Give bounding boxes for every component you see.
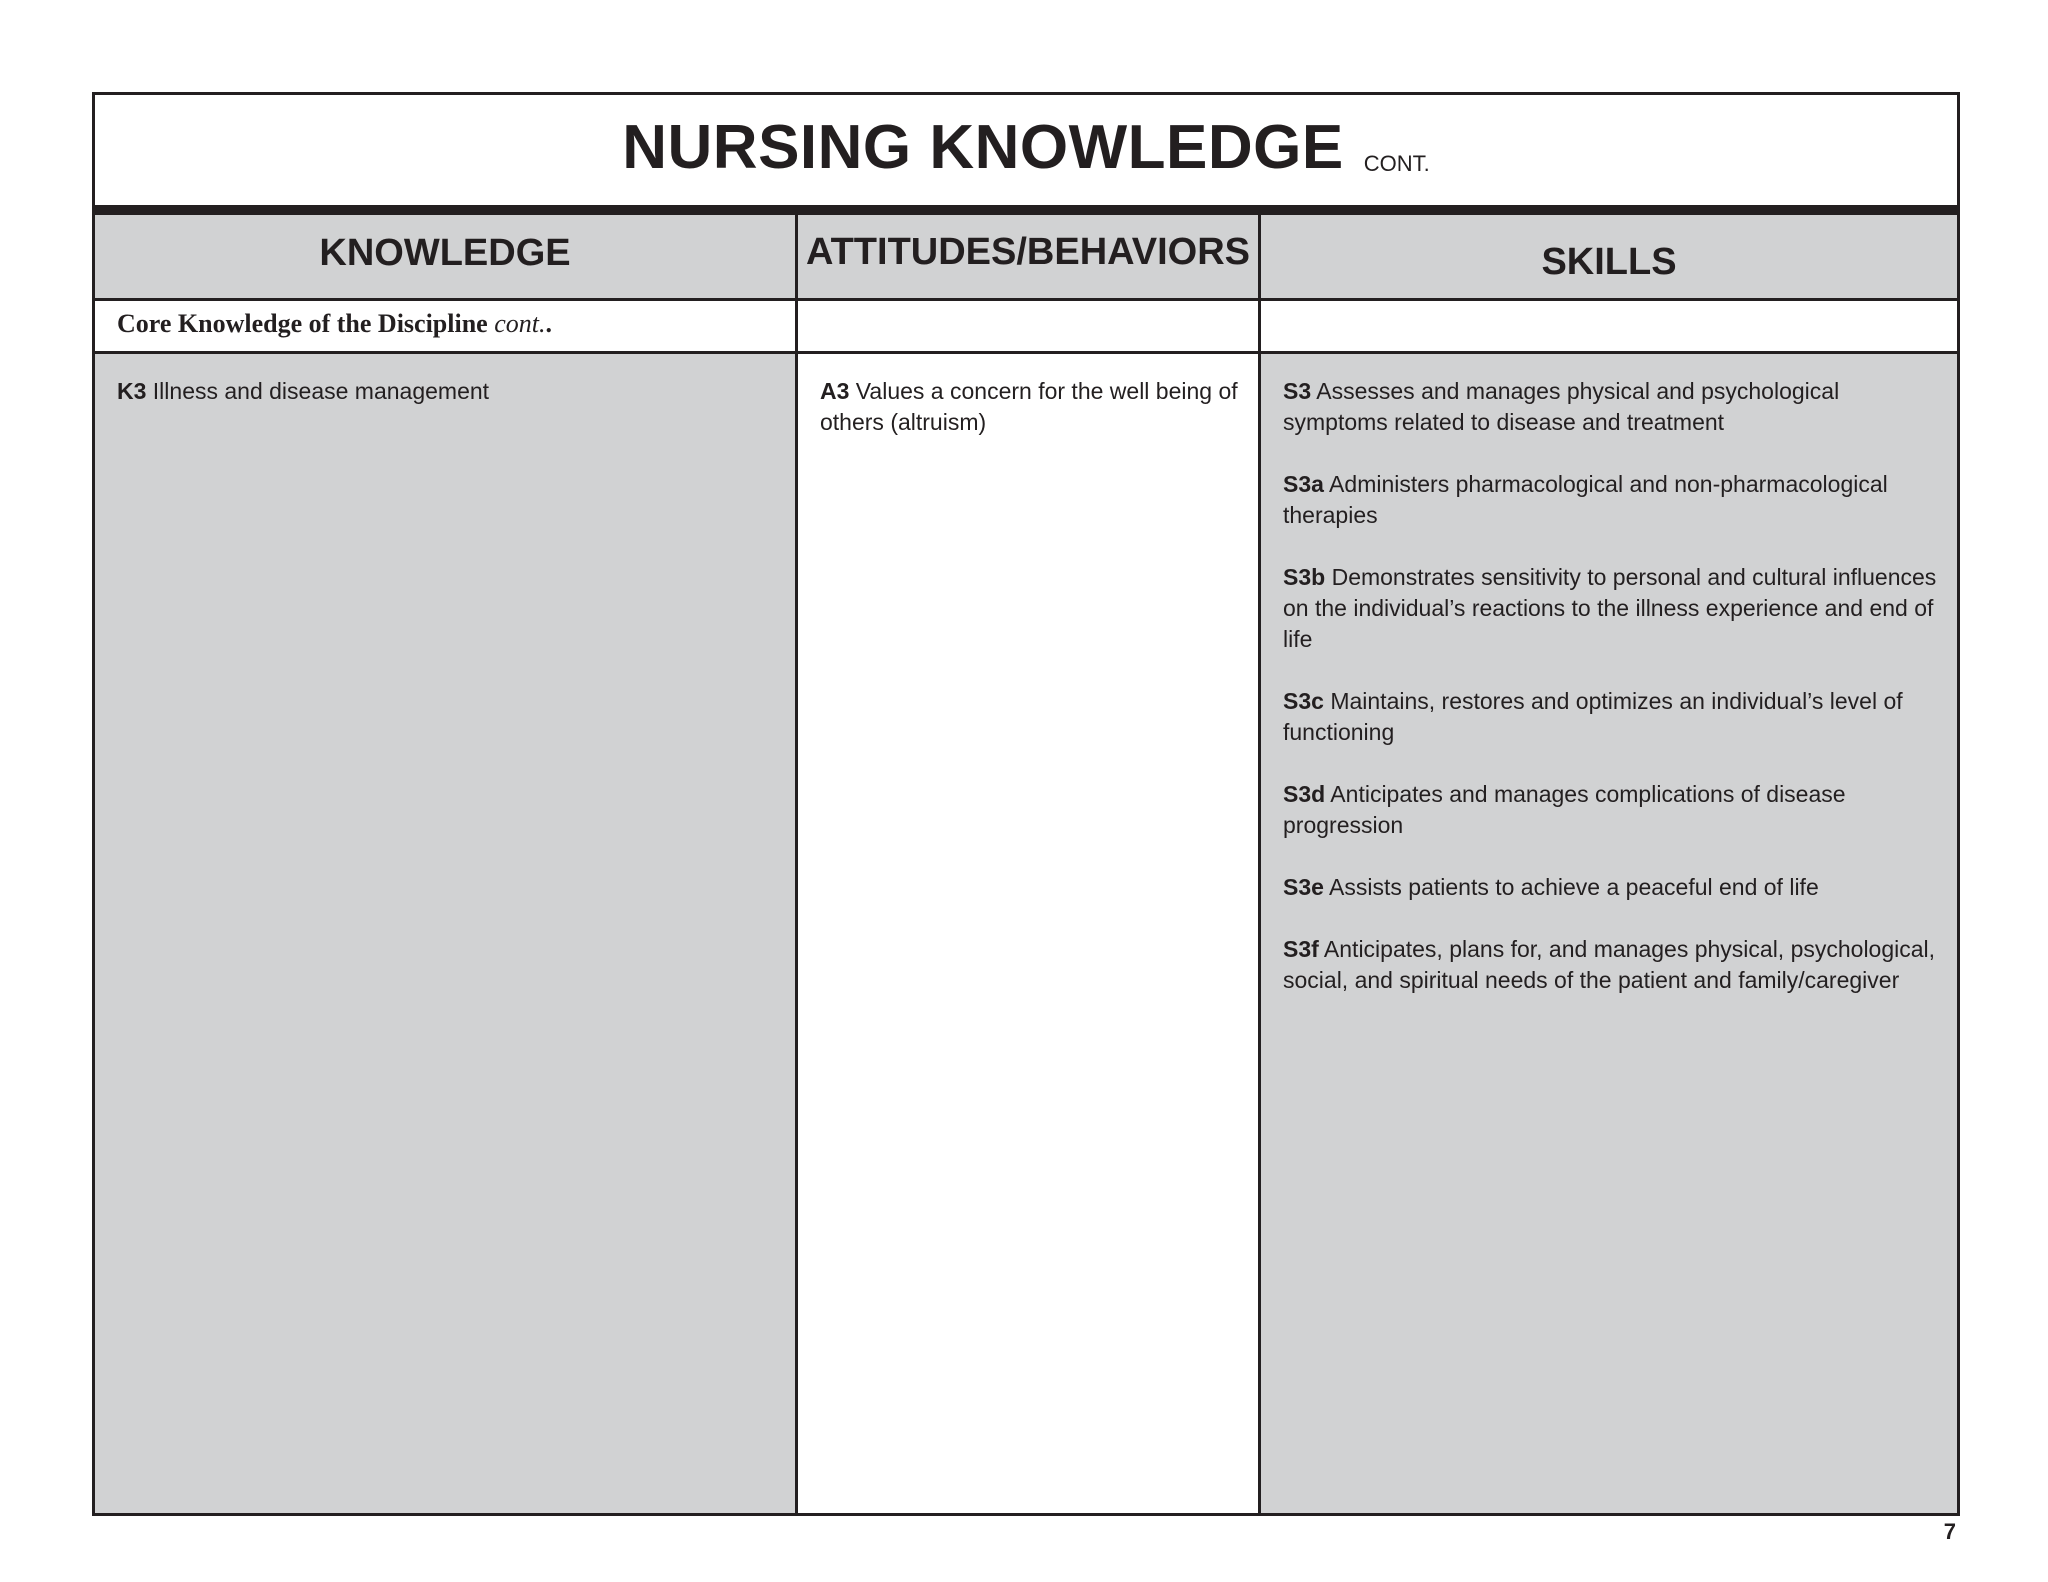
- item-code: S3d: [1283, 781, 1326, 807]
- skills-item: [1283, 872, 1937, 903]
- attitudes-section-row: [798, 301, 1258, 354]
- attitudes-body: [798, 354, 1258, 1513]
- item-text: Anticipates, plans for, and manages physical, psychological, social, and spiritual needs of the patient and family/caregiver: [1283, 936, 1936, 993]
- item-code: S3f: [1283, 936, 1319, 962]
- item-text: Values a concern for the well being of others (altruism): [820, 378, 1238, 435]
- item-code: S3b: [1283, 564, 1326, 590]
- page-title: NURSING KNOWLEDGE: [622, 113, 1344, 182]
- knowledge-header: [95, 211, 795, 301]
- page-title-row: [95, 95, 1957, 211]
- item-code: S3a: [1283, 471, 1324, 497]
- attitudes-column: [798, 211, 1261, 1513]
- skills-item: [1283, 376, 1937, 438]
- skills-item: [1283, 562, 1937, 655]
- knowledge-item: [117, 376, 775, 407]
- attitudes-header-label: ATTITUDES/BEHAVIORS: [805, 231, 1251, 273]
- knowledge-section-row: [95, 301, 795, 354]
- skills-header-label: SKILLS: [1541, 241, 1677, 283]
- page-title-suffix: CONT.: [1363, 151, 1430, 176]
- item-text: Demonstrates sensitivity to personal and cultural influences on the individual’s reactions to the illness experience and end of life: [1283, 564, 1937, 652]
- item-code: K3: [117, 378, 147, 404]
- item-text: Assesses and manages physical and psychological symptoms related to disease and treatment: [1283, 378, 1840, 435]
- skills-body: [1261, 354, 1957, 1513]
- item-text: Administers pharmacological and non-pharmacological therapies: [1283, 471, 1888, 528]
- item-code: S3e: [1283, 874, 1324, 900]
- section-heading-suffix: cont.: [494, 309, 546, 338]
- competency-table: [92, 92, 1960, 1516]
- skills-item: [1283, 779, 1937, 841]
- item-code: S3: [1283, 378, 1312, 404]
- knowledge-body: [95, 354, 795, 1513]
- knowledge-column: [95, 211, 798, 1513]
- item-text: Maintains, restores and optimizes an individual’s level of functioning: [1283, 688, 1903, 745]
- skills-column: [1261, 211, 1957, 1513]
- skills-item: [1283, 934, 1937, 996]
- skills-item: [1283, 686, 1937, 748]
- section-heading-label: Core Knowledge of the Discipline: [117, 309, 488, 338]
- skills-item: [1283, 469, 1937, 531]
- skills-header: [1261, 211, 1957, 301]
- page-number: 7: [1943, 1519, 1956, 1544]
- skills-section-row: [1261, 301, 1957, 354]
- knowledge-header-label: KNOWLEDGE: [319, 232, 571, 274]
- item-code: A3: [820, 378, 850, 404]
- item-text: Anticipates and manages complications of disease progression: [1283, 781, 1846, 838]
- item-text: Illness and disease management: [146, 378, 490, 404]
- attitudes-item: [820, 376, 1238, 438]
- item-code: S3c: [1283, 688, 1324, 714]
- item-text: Assists patients to achieve a peaceful end of life: [1323, 874, 1819, 900]
- attitudes-header: [798, 211, 1258, 301]
- section-heading: Core Knowledge of the Discipline cont..: [117, 309, 552, 338]
